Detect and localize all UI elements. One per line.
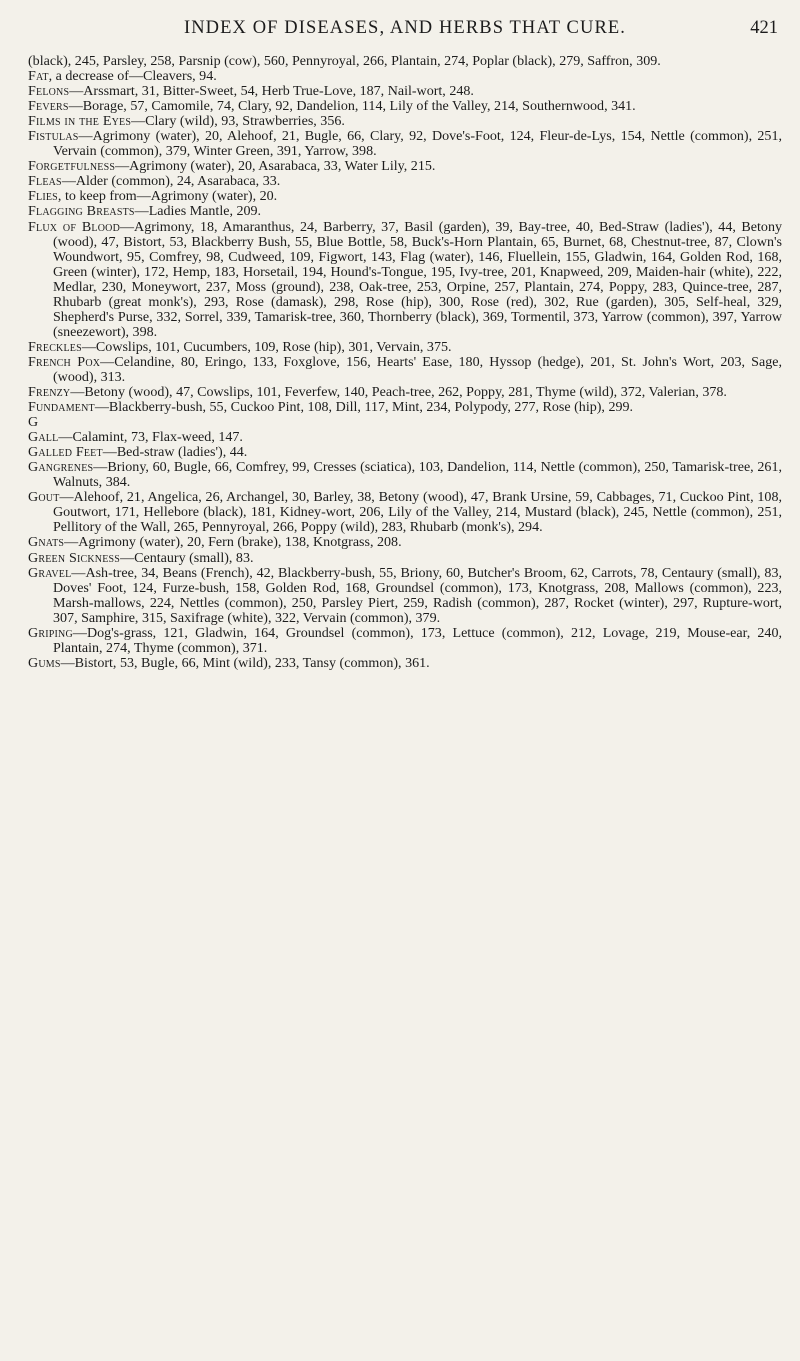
entry-text: —Briony, 60, Bugle, 66, Comfrey, 99, Cresses (sciatica), 103, Dandelion, 114, Nettle (common), 250, Tamarisk-tree, 261, Walnuts, 384. — [53, 459, 782, 491]
index-entry — [28, 340, 782, 355]
entry-text: —Betony (wood), 47, Cowslips, 101, Feverfew, 140, Peach-tree, 262, Poppy, 281, Thyme (wild), 372, Valerian, 378. — [70, 384, 727, 401]
index-entry — [28, 54, 782, 69]
entry-heading: Gums — [28, 654, 61, 671]
entry-text: —Alehoof, 21, Angelica, 26, Archangel, 30, Barley, 38, Betony (wood), 47, Brank Ursine, 59, Cabbages, 71, Cuckoo Pint, 108, Goutwort, 171, Hellebore (black), 181, Kidney-wort, 206, Lily of the Valley, 214, Mustard (black), 245, Nettle (common), 251, Pellitory of the Wall, 265, Pennyroyal, 266, Poppy (wild), 283, Rhubarb (monk's), 294. — [53, 489, 782, 536]
index-entry — [28, 490, 782, 535]
index-entry — [28, 430, 782, 445]
entry-text: —Agrimony (water), 20, Alehoof, 21, Bugle, 66, Clary, 92, Dove's-Foot, 124, Fleur-de-Lys, 154, Nettle (common), 251, Vervain (common), 379, Winter Green, 391, Yarrow, 398. — [53, 128, 782, 160]
entry-heading: Flies — [28, 188, 58, 205]
entry-heading: Gall — [28, 429, 59, 446]
entry-heading: Fistulas — [28, 128, 79, 145]
entry-text: —Cowslips, 101, Cucumbers, 109, Rose (hip), 301, Vervain, 375. — [81, 338, 452, 355]
index-entry — [28, 174, 782, 189]
entry-text: , to keep from—Agrimony (water), 20. — [57, 188, 278, 205]
entry-heading: Gout — [28, 489, 60, 506]
index-entries — [28, 54, 782, 671]
index-entry — [28, 159, 782, 174]
entry-heading: French Pox — [28, 353, 101, 370]
index-entry — [28, 129, 782, 159]
entry-text: , a decrease of—Cleavers, 94. — [48, 68, 217, 85]
running-title: INDEX OF DISEASES, AND HERBS THAT CURE. — [183, 18, 627, 38]
entry-heading: Flux of Blood — [28, 218, 120, 235]
entry-heading: Galled Feet — [28, 444, 103, 461]
entry-heading: Gravel — [28, 564, 72, 581]
index-entry — [28, 355, 782, 385]
page-number: 421 — [750, 18, 778, 38]
entry-heading: G — [28, 415, 39, 431]
index-entry — [28, 114, 782, 129]
index-entry — [28, 204, 782, 219]
entry-text: —Calamint, 73, Flax-weed, 147. — [58, 429, 243, 446]
index-entry — [28, 84, 782, 99]
index-entry — [28, 566, 782, 626]
entry-text: —Ladies Mantle, 209. — [134, 203, 262, 220]
entry-heading: Fundament — [28, 399, 95, 416]
index-entry — [28, 189, 782, 204]
index-entry — [28, 99, 782, 114]
entry-heading: Griping — [28, 624, 73, 641]
index-entry — [28, 626, 782, 656]
entry-heading: Flagging Breasts — [28, 203, 135, 220]
section-letter — [28, 415, 782, 430]
entry-text: —Dog's-grass, 121, Gladwin, 164, Groundsel (common), 173, Lettuce (common), 212, Lovage, 219, Mouse-ear, 240, Plantain, 274, Thyme (common), 371. — [53, 624, 782, 656]
entry-heading: Frenzy — [28, 384, 71, 401]
entry-text: —Agrimony (water), 20, Fern (brake), 138, Knotgrass, 208. — [64, 534, 402, 551]
entry-heading: Green Sickness — [28, 549, 121, 566]
entry-text: —Bed-straw (ladies'), 44. — [102, 444, 248, 461]
index-entry — [28, 460, 782, 490]
index-entry — [28, 445, 782, 460]
entry-text: —Ash-tree, 34, Beans (French), 42, Blackberry-bush, 55, Briony, 60, Butcher's Broom, 62, Carrots, 78, Centaury (small), 83, Doves' Foot, 124, Furze-bush, 158, Golden Rod, 168, Groundsel (common), 173, Knotgrass, 208, Mallows (common), 223, Marsh-mallows, 224, Nettles (common), 250, Parsley Piert, 259, Radish (common), 287, Rocket (winter), 297, Rupture-wort, 307, Samphire, 315, Saxifrage (white), 322, Vervain (common), 379. — [53, 564, 782, 626]
index-entry — [28, 551, 782, 566]
entry-heading: Gnats — [28, 534, 65, 551]
entry-text: —Clary (wild), 93, Strawberries, 356. — [131, 113, 345, 130]
index-entry — [28, 220, 782, 340]
entry-heading: Fevers — [28, 98, 69, 115]
entry-heading: Felons — [28, 83, 70, 100]
index-entry — [28, 656, 782, 671]
entry-text: —Blackberry-bush, 55, Cuckoo Pint, 108, Dill, 117, Mint, 234, Polypody, 277, Rose (hip), 299. — [94, 399, 634, 416]
entry-text: (black), 245, Parsley, 258, Parsnip (cow), 560, Pennyroyal, 266, Plantain, 274, Poplar (black), 279, Saffron, 309. — [28, 53, 661, 69]
entry-heading: Fleas — [28, 173, 62, 190]
entry-heading: Fat — [28, 68, 49, 85]
entry-heading: Films in the Eyes — [28, 113, 132, 130]
entry-text: —Celandine, 80, Eringo, 133, Foxglove, 156, Hearts' Ease, 180, Hyssop (hedge), 201, St. John's Wort, 203, Sage, (wood), 313. — [53, 353, 782, 385]
index-entry — [28, 535, 782, 550]
entry-text: —Borage, 57, Camomile, 74, Clary, 92, Dandelion, 114, Lily of the Valley, 214, Southernwood, 341. — [68, 98, 636, 115]
entry-text: —Arssmart, 31, Bitter-Sweet, 54, Herb True-Love, 187, Nail-wort, 248. — [69, 83, 474, 100]
entry-text: —Centaury (small), 83. — [120, 549, 254, 566]
page-header — [28, 16, 782, 54]
index-entry — [28, 400, 782, 415]
entry-heading: Freckles — [28, 338, 82, 355]
index-entry — [28, 385, 782, 400]
entry-text: —Bistort, 53, Bugle, 66, Mint (wild), 233, Tansy (common), 361. — [60, 654, 430, 671]
entry-heading: Forgetfulness — [28, 158, 116, 175]
entry-text: —Alder (common), 24, Asarabaca, 33. — [61, 173, 281, 190]
entry-text: —Agrimony (water), 20, Asarabaca, 33, Water Lily, 215. — [115, 158, 436, 175]
entry-heading: Gangrenes — [28, 459, 94, 476]
index-entry — [28, 69, 782, 84]
entry-text: —Agrimony, 18, Amaranthus, 24, Barberry, 37, Basil (garden), 39, Bay-tree, 40, Bed-Straw (ladies'), 44, Betony (wood), 47, Bistort, 53, Blackberry Bush, 55, Blue Bottle, 58, Buck's-Horn Plantain, 65, Burnet, 68, Chestnut-tree, 87, Clown's Woundwort, 95, Comfrey, 98, Cudweed, 109, Figwort, 143, Flag (water), 146, Fluellein, 155, Gladwin, 164, Golden Rod, 168, Green (winter), 172, Hemp, 183, Horsetail, 194, Hound's-Tongue, 195, Ivy-tree, 201, Knapweed, 209, Maiden-hair (white), 222, Medlar, 230, Moneywort, 237, Moss (ground), 238, Oak-tree, 253, Orpine, 257, Plantain, 274, Poppy, 283, Quince-tree, 287, Rhubarb (great monk's), 293, Rose (damask), 298, Rose (hip), 300, Rose (red), 302, Rue (garden), 305, Self-heal, 329, Shepherd's Purse, 332, Sorrel, 339, Tamarisk-tree, 360, Thornberry (black), 369, Tormentil, 373, Yarrow (common), 397, Yarrow (sneezewort), 398. — [53, 218, 782, 340]
